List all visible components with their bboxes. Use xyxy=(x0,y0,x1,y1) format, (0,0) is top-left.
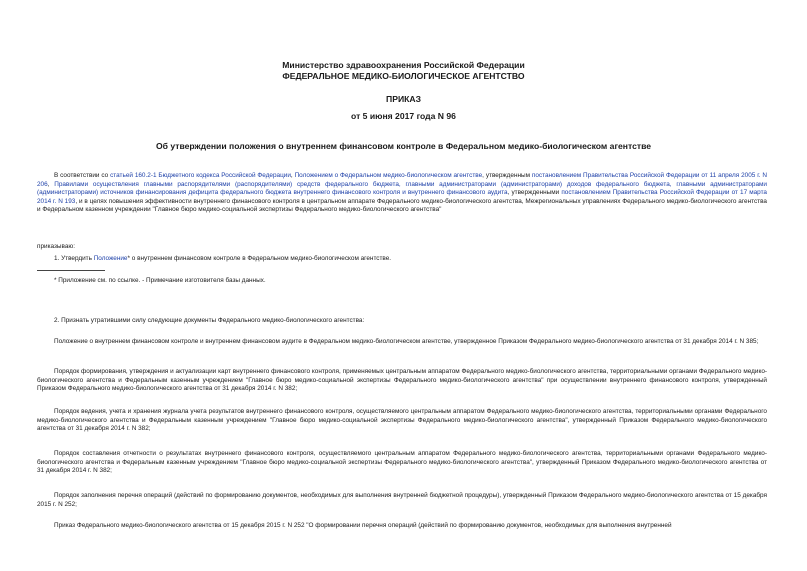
ministry-name: Министерство здравоохранения Российской Федерации xyxy=(282,60,525,70)
repealed-doc-paragraph: Порядок формирования, утверждения и актуализации карт внутреннего финансового контроля, применяемых центральным аппаратом Федерального медико-биологического агентства, территориальными органами Федерального медико-биологического агентства и Федеральным казенным учреждением "Главное бюро медико-социальной экспертизы Федерального медико-биологического агентства" при осуществлении внутреннего финансового контроля, утвержденный Приказом Федерального медико-биологического агентства от 31 декабря 2014 г. N 382; xyxy=(37,368,767,393)
item-1-post: * о внутреннем финансовом контроле в Федеральном медико-биологическом агентстве. xyxy=(127,255,392,262)
preamble-paragraph xyxy=(37,172,767,215)
preamble-text-4: , xyxy=(47,180,55,188)
repealed-doc-paragraph: Порядок составления отчетности о результатах внутреннего финансового контроля, осуществляемого центральным аппаратом Федерального медико-биологического агентства, территориальными органами Федерального медико-биологического агентства и Федеральным казенным учреждением "Главное бюро медико-социальной экспертизы Федерального медико-биологического агентства", утвержденный Приказом Федерального медико-биологического агентства от 31 декабря 2014 г. N 382; xyxy=(37,450,767,475)
repealed-doc-paragraph: Порядок ведения, учета и хранения журнала учета результатов внутреннего финансового контроля, осуществляемого центральным аппаратом Федерального медико-биологического агентства, территориальными органами Федерального медико-биологического агентства и Федеральным казенным учреждением "Главное бюро медико-социальной экспертизы Федерального медико-биологического агентства", утвержденный Приказом Федерального медико-биологического агентства от 31 декабря 2014 г. N 382; xyxy=(37,408,767,433)
resolution-206-link[interactable]: постановлением Правительства Российской Федерации от 11 апреля 2005 г. N 206 xyxy=(37,172,768,188)
control-rules-link[interactable]: Правилами осуществления главными распорядителями (распорядителями) средств федерального бюджета, главными администраторами (администраторами) доходов федерального бюджета, главными администраторами (администраторами) источников финансирования дефицита федерального бюджета внутреннего финансового контроля и внутреннего финансового аудита xyxy=(37,180,767,197)
preamble-text-6: , и в целях повышения эффективности внутреннего финансового контроля в центральном аппарате Федерального медико-биологического агентства, Межрегиональных управлениях Федерального медико-биологического агентства и Федеральном казенном учреждении "Главное бюро медико-социальной экспертизы Федерального медико-биологического агентства" xyxy=(37,197,767,214)
repealed-doc-paragraph: Положение о внутреннем финансовом контроле и внутреннем финансовом аудите в Федеральном медико-биологическом агентстве, утвержденное Приказом Федерального медико-биологического агентства от 31 декабря 2014 г. N 385; xyxy=(54,338,759,345)
footnote: * Приложение см. по ссылке. - Примечание изготовителя базы данных. xyxy=(54,277,266,284)
preamble-text-3: , утвержденным xyxy=(482,172,532,179)
agency-regulation-link[interactable]: Положением о Федеральном медико-биологическом агентстве xyxy=(294,172,483,179)
preamble-text-2: , xyxy=(290,172,295,179)
budget-code-link[interactable]: статьей 160.2-1 Бюджетного кодекса Российской Федерации xyxy=(110,172,291,179)
item-1 xyxy=(37,255,767,264)
preamble-text-1: В соответствии со xyxy=(54,172,111,179)
repealed-doc-paragraph: Порядок заполнения перечня операций (действий по формированию документов, необходимых для выполнения внутренней бюджетной процедуры), утвержденный Приказом Федерального медико-биологического агентства от 15 декабря 2015 г. N 252; xyxy=(37,492,767,508)
doc-date-number: от 5 июня 2017 года N 96 xyxy=(351,111,456,121)
preamble-text-5: , утвержденными xyxy=(507,189,562,197)
doc-type: ПРИКАЗ xyxy=(386,94,421,104)
item-1-pre: 1. Утвердить xyxy=(54,255,94,262)
footnote-divider xyxy=(37,270,105,271)
item-2: 2. Признать утратившими силу следующие документы Федерального медико-биологического агентства: xyxy=(54,317,365,324)
repealed-doc-paragraph: Приказ Федерального медико-биологического агентства от 15 декабря 2015 г. N 252 "О формировании перечня операций (действий по формированию документов, необходимых для выполнения внутренней xyxy=(54,522,672,529)
agency-name: ФЕДЕРАЛЬНОЕ МЕДИКО-БИОЛОГИЧЕСКОЕ АГЕНТСТВО xyxy=(282,71,525,81)
page-title: Об утверждении положения о внутреннем финансовом контроле в Федеральном медико-биологическом агентстве xyxy=(155,141,652,151)
order-word: приказываю: xyxy=(37,243,75,250)
resolution-193-link[interactable]: постановлением Правительства Российской Федерации от 17 марта 2014 г. N 193 xyxy=(37,189,767,205)
regulation-link[interactable]: Положение xyxy=(93,255,128,262)
